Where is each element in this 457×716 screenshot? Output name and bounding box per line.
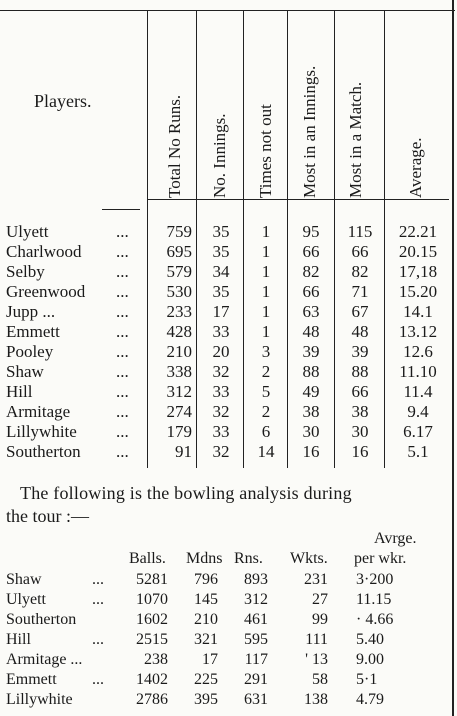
not-out: 6	[261, 422, 271, 441]
total-runs: 91	[175, 442, 192, 461]
total-runs: 759	[166, 222, 192, 241]
total-runs: 695	[166, 242, 192, 261]
innings: 32	[212, 362, 230, 381]
runs: 291	[244, 671, 268, 688]
runs: 312	[244, 591, 268, 608]
leader-dots: ...	[92, 591, 104, 608]
most-innings: 95	[302, 222, 320, 241]
maidens: 321	[194, 631, 218, 648]
innings: 32	[212, 442, 230, 461]
not-out: 1	[261, 282, 271, 301]
table-row	[0, 342, 455, 362]
leader-dots: ...	[116, 382, 129, 401]
table-row	[0, 402, 455, 422]
wickets: 231	[304, 571, 328, 588]
most-match: 67	[351, 302, 369, 321]
player-name: Lillywhite	[6, 422, 77, 441]
wickets: ' 13	[305, 651, 328, 668]
leader-dots: ...	[116, 302, 129, 321]
leader-dots: ...	[116, 442, 129, 461]
most-innings: 63	[302, 302, 320, 321]
average: 12.6	[403, 342, 433, 361]
average-per-wicket: 3·200	[356, 571, 394, 588]
leader-dots: ...	[116, 262, 129, 281]
bowler-name: Shaw	[6, 571, 42, 588]
total-runs: 179	[166, 422, 192, 441]
most-match: 115	[347, 222, 373, 241]
player-name: Selby	[6, 262, 45, 281]
average-per-wicket: 4.79	[356, 691, 384, 708]
most-match: 16	[351, 442, 369, 461]
balls: 5281	[136, 571, 168, 588]
bowler-name: Emmett	[6, 671, 57, 688]
balls: 1402	[136, 671, 168, 688]
total-runs-header: Total No Runs.	[165, 94, 184, 198]
table-row	[0, 382, 455, 402]
players-header: Players.	[34, 91, 92, 111]
player-name: Shaw	[6, 362, 44, 381]
average: 22.21	[398, 222, 438, 241]
table-row	[0, 570, 455, 590]
average: 20.15	[398, 242, 438, 261]
table-row	[0, 630, 455, 650]
leader-dots: ...	[116, 242, 129, 261]
maidens: 395	[194, 691, 218, 708]
balls: 2786	[136, 691, 168, 708]
leader-dots: ...	[92, 671, 104, 688]
table-row	[0, 422, 455, 442]
avg-header-top: Avrge.	[374, 530, 417, 547]
average: 15.20	[398, 282, 438, 301]
most-innings: 16	[302, 442, 320, 461]
innings: 32	[212, 402, 230, 421]
most-match: 38	[351, 402, 369, 421]
balls: 2515	[136, 631, 168, 648]
leader-dots: ...	[116, 322, 129, 341]
wickets: 111	[305, 631, 328, 648]
average: 5.1	[407, 442, 429, 461]
average-per-wicket: 9.00	[356, 651, 384, 668]
avg-header-bottom: per wkr.	[354, 550, 407, 567]
not-out: 1	[261, 262, 271, 281]
player-name: Charlwood	[6, 242, 82, 261]
players-header-rule	[102, 209, 140, 210]
most-match: 71	[351, 282, 369, 301]
not-out: 2	[261, 362, 271, 381]
not-out: 1	[261, 322, 271, 341]
wickets: 58	[312, 671, 328, 688]
bowler-name: Armitage ...	[6, 651, 83, 668]
leader-dots: ...	[116, 402, 129, 421]
innings: 34	[212, 262, 230, 281]
average-per-wicket: 5.40	[356, 631, 384, 648]
average: 11.10	[399, 362, 437, 381]
average-per-wicket: 11.15	[356, 591, 392, 608]
not-out-header: Times not out	[256, 104, 275, 198]
most-innings: 49	[302, 382, 320, 401]
maidens: 210	[194, 611, 218, 628]
innings: 35	[212, 242, 230, 261]
table-row	[0, 242, 455, 262]
leader-dots: ...	[116, 362, 129, 381]
leader-dots: ...	[92, 571, 104, 588]
most-match: 30	[351, 422, 369, 441]
not-out: 2	[261, 402, 271, 421]
average: 6.17	[403, 422, 433, 441]
intro-line-1: The following is the bowling analysis during	[20, 483, 352, 503]
not-out: 1	[261, 302, 271, 321]
table-row	[0, 442, 455, 462]
not-out: 5	[261, 382, 271, 401]
total-runs: 338	[166, 362, 192, 381]
maidens: 225	[194, 671, 218, 688]
runs: 893	[244, 571, 268, 588]
runs: 631	[244, 691, 268, 708]
most-innings: 38	[302, 402, 320, 421]
bowler-name: Hill	[6, 631, 31, 648]
leader-dots: ...	[116, 282, 129, 301]
average: 13.12	[398, 322, 438, 341]
top-rule	[0, 10, 455, 11]
table-row	[0, 670, 455, 690]
player-name: Southerton	[6, 442, 81, 461]
total-runs: 530	[166, 282, 192, 301]
most-innings-header: Most in an Innings.	[300, 65, 319, 198]
maidens: 796	[194, 571, 218, 588]
average-per-wicket: · 4.66	[356, 611, 394, 628]
bowling-intro-paragraph	[6, 482, 446, 528]
not-out: 1	[261, 222, 271, 241]
not-out: 1	[261, 242, 271, 261]
innings: 20	[212, 342, 230, 361]
total-runs: 428	[166, 322, 192, 341]
innings: 17	[212, 302, 230, 321]
runs: 595	[244, 631, 268, 648]
most-match: 48	[351, 322, 369, 341]
leader-dots: ...	[116, 342, 129, 361]
bowler-name: Lillywhite	[6, 691, 73, 708]
innings-header: No. Innings.	[210, 113, 229, 198]
runs: 461	[244, 611, 268, 628]
maidens: 145	[194, 591, 218, 608]
table-row	[0, 282, 455, 302]
intro-line-2: the tour :—	[6, 506, 89, 526]
most-innings: 48	[302, 322, 320, 341]
table-row	[0, 610, 455, 630]
most-match: 88	[351, 362, 369, 381]
leader-dots: ...	[116, 222, 129, 241]
balls: 1070	[136, 591, 168, 608]
innings: 33	[212, 322, 230, 341]
player-name: Hill	[6, 382, 33, 401]
not-out: 3	[261, 342, 271, 361]
most-innings: 30	[302, 422, 320, 441]
bowler-name: Ulyett	[6, 591, 46, 608]
total-runs: 210	[166, 342, 192, 361]
average: 11.4	[403, 382, 433, 401]
table-row	[0, 362, 455, 382]
wickets: 138	[304, 691, 328, 708]
table-row	[0, 690, 455, 710]
most-match: 66	[351, 242, 369, 261]
most-match: 82	[351, 262, 369, 281]
average-per-wicket: 5·1	[356, 671, 378, 688]
most-match: 66	[351, 382, 369, 401]
player-name: Greenwood	[6, 282, 86, 301]
total-runs: 579	[166, 262, 192, 281]
leader-dots: ...	[92, 631, 104, 648]
runs: 117	[244, 651, 268, 668]
player-name: Armitage	[6, 402, 71, 421]
table-row	[0, 650, 455, 670]
wickets: 99	[312, 611, 328, 628]
player-name: Jupp ...	[6, 302, 56, 321]
wickets: 27	[312, 591, 328, 608]
player-name: Ulyett	[6, 222, 49, 241]
leader-dots: ...	[116, 422, 129, 441]
average: 9.4	[407, 402, 429, 421]
player-name: Pooley	[6, 342, 54, 361]
balls: 238	[144, 651, 168, 668]
wkts-header: Wkts.	[290, 550, 328, 567]
table-row	[0, 222, 455, 242]
average-header: Average.	[406, 137, 425, 198]
most-innings: 82	[302, 262, 320, 281]
not-out: 14	[257, 442, 275, 461]
maidens: 17	[202, 651, 218, 668]
bowler-name: Southerton	[6, 611, 77, 628]
most-match: 39	[351, 342, 369, 361]
mdns-header: Mdns	[186, 550, 223, 567]
balls-header: Balls.	[129, 550, 166, 567]
most-innings: 88	[302, 362, 320, 381]
table-row	[0, 590, 455, 610]
innings: 33	[212, 422, 230, 441]
total-runs: 274	[166, 402, 192, 421]
total-runs: 233	[166, 302, 192, 321]
total-runs: 312	[166, 382, 192, 401]
average: 17,18	[398, 262, 438, 281]
table-row	[0, 262, 455, 282]
most-innings: 66	[302, 242, 320, 261]
balls: 1602	[136, 611, 168, 628]
runs-header: Rns.	[234, 550, 263, 567]
table-row	[0, 322, 455, 342]
most-innings: 39	[302, 342, 320, 361]
most-match-header: Most in a Match.	[346, 81, 365, 198]
table-row	[0, 302, 455, 322]
innings: 35	[212, 282, 230, 301]
most-innings: 66	[302, 282, 320, 301]
innings: 35	[212, 222, 230, 241]
header-bottom-rule	[147, 199, 449, 200]
player-name: Emmett	[6, 322, 60, 341]
innings: 33	[212, 382, 230, 401]
average: 14.1	[403, 302, 433, 321]
